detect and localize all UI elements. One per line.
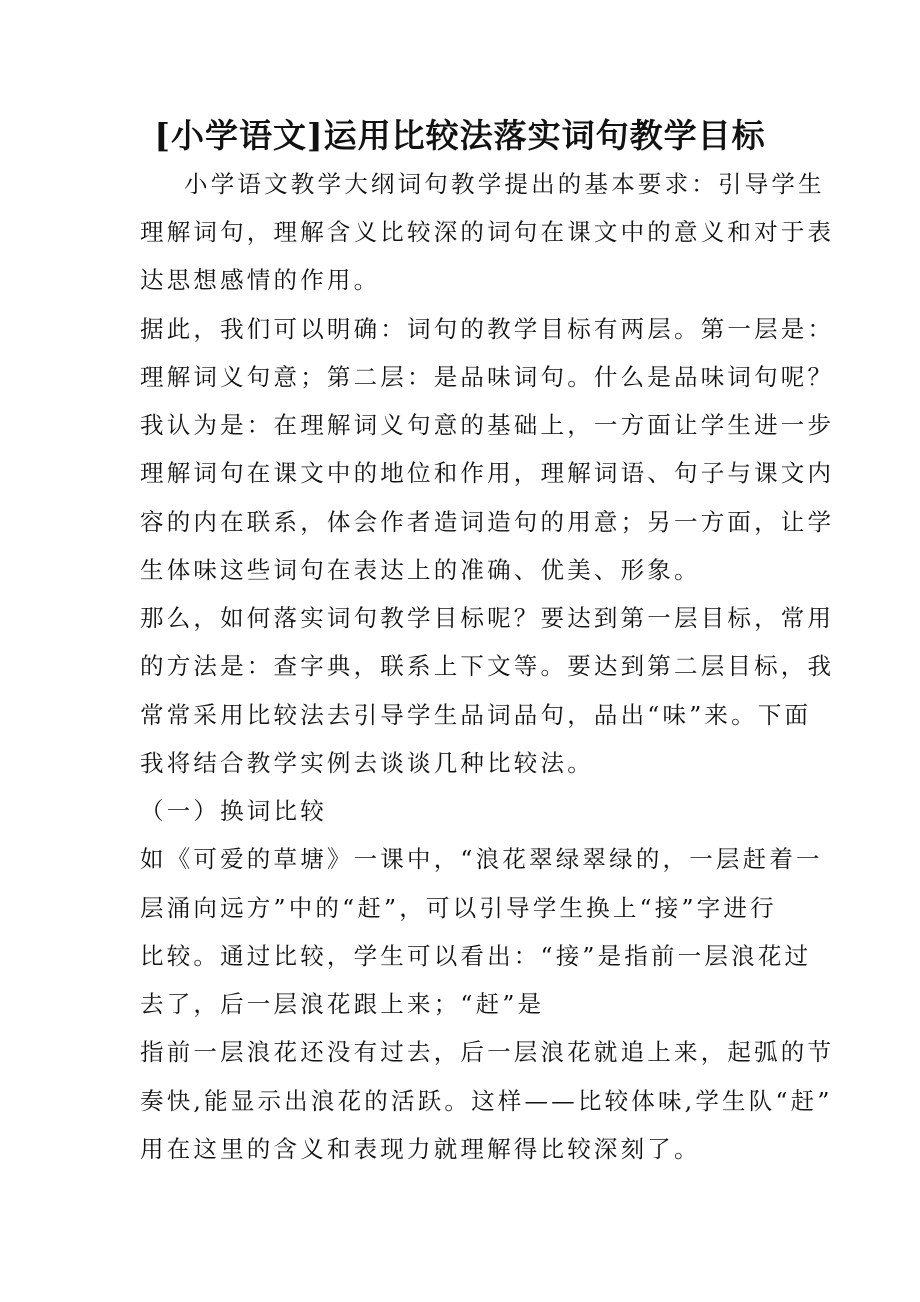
paragraph-line: 层涌向远方”中的“赶”，可以引导学生换上“接”字进行: [140, 894, 777, 922]
paragraph-line: 奏快,能显示出浪花的活跃。这样——比较体味,学生队“赶”: [140, 1087, 833, 1115]
paragraph-line: 比较。通过比较，学生可以看出：“接”是指前一层浪花过: [140, 942, 812, 970]
section-heading: （一）换词比较: [140, 797, 327, 825]
paragraph-line: 小学语文教学大纲词句教学提出的基本要求：引导学生: [184, 170, 825, 198]
paragraph-line: 的方法是：查字典，联系上下文等。要达到第二层目标，我: [140, 652, 835, 680]
paragraph-line: 如《可爱的草塘》一课中，“浪花翠绿翠绿的，一层赶着一: [140, 845, 823, 873]
document-title: [小学语文]运用比较法落实词句教学目标: [154, 116, 766, 155]
paragraph-line: 理解词句在课文中的地位和作用，理解词语、句子与课文内: [140, 459, 835, 487]
paragraph-line: 据此，我们可以明确：词句的教学目标有两层。第一层是：: [140, 315, 835, 343]
paragraph-line: 常常采用比较法去引导学生品词品句，品出“味”来。下面: [140, 701, 812, 729]
paragraph-line: 理解词句，理解含义比较深的词句在课文中的意义和对于表: [140, 218, 835, 246]
paragraph-line: 我将结合教学实例去谈谈几种比较法。: [140, 749, 594, 777]
paragraph-line: 用在这里的含义和表现力就理解得比较深刻了。: [140, 1135, 701, 1163]
paragraph-line: 我认为是：在理解词义句意的基础上，一方面让学生进一步: [140, 411, 835, 439]
paragraph-line: 那么，如何落实词句教学目标呢？要达到第一层目标，常用: [140, 604, 835, 632]
paragraph-line: 生体味这些词句在表达上的准确、优美、形象。: [140, 556, 701, 584]
paragraph-line: 达思想感情的作用。: [140, 266, 381, 294]
paragraph-line: 指前一层浪花还没有过去，后一层浪花就追上来，起弧的节: [140, 1038, 835, 1066]
paragraph-line: 去了，后一层浪花跟上来；“赶”是: [140, 990, 545, 1018]
paragraph-line: 容的内在联系，体会作者造词造句的用意；另一方面，让学: [140, 508, 835, 536]
paragraph-line: 理解词义句意；第二层：是品味词句。什么是品味词句呢？: [140, 363, 835, 391]
